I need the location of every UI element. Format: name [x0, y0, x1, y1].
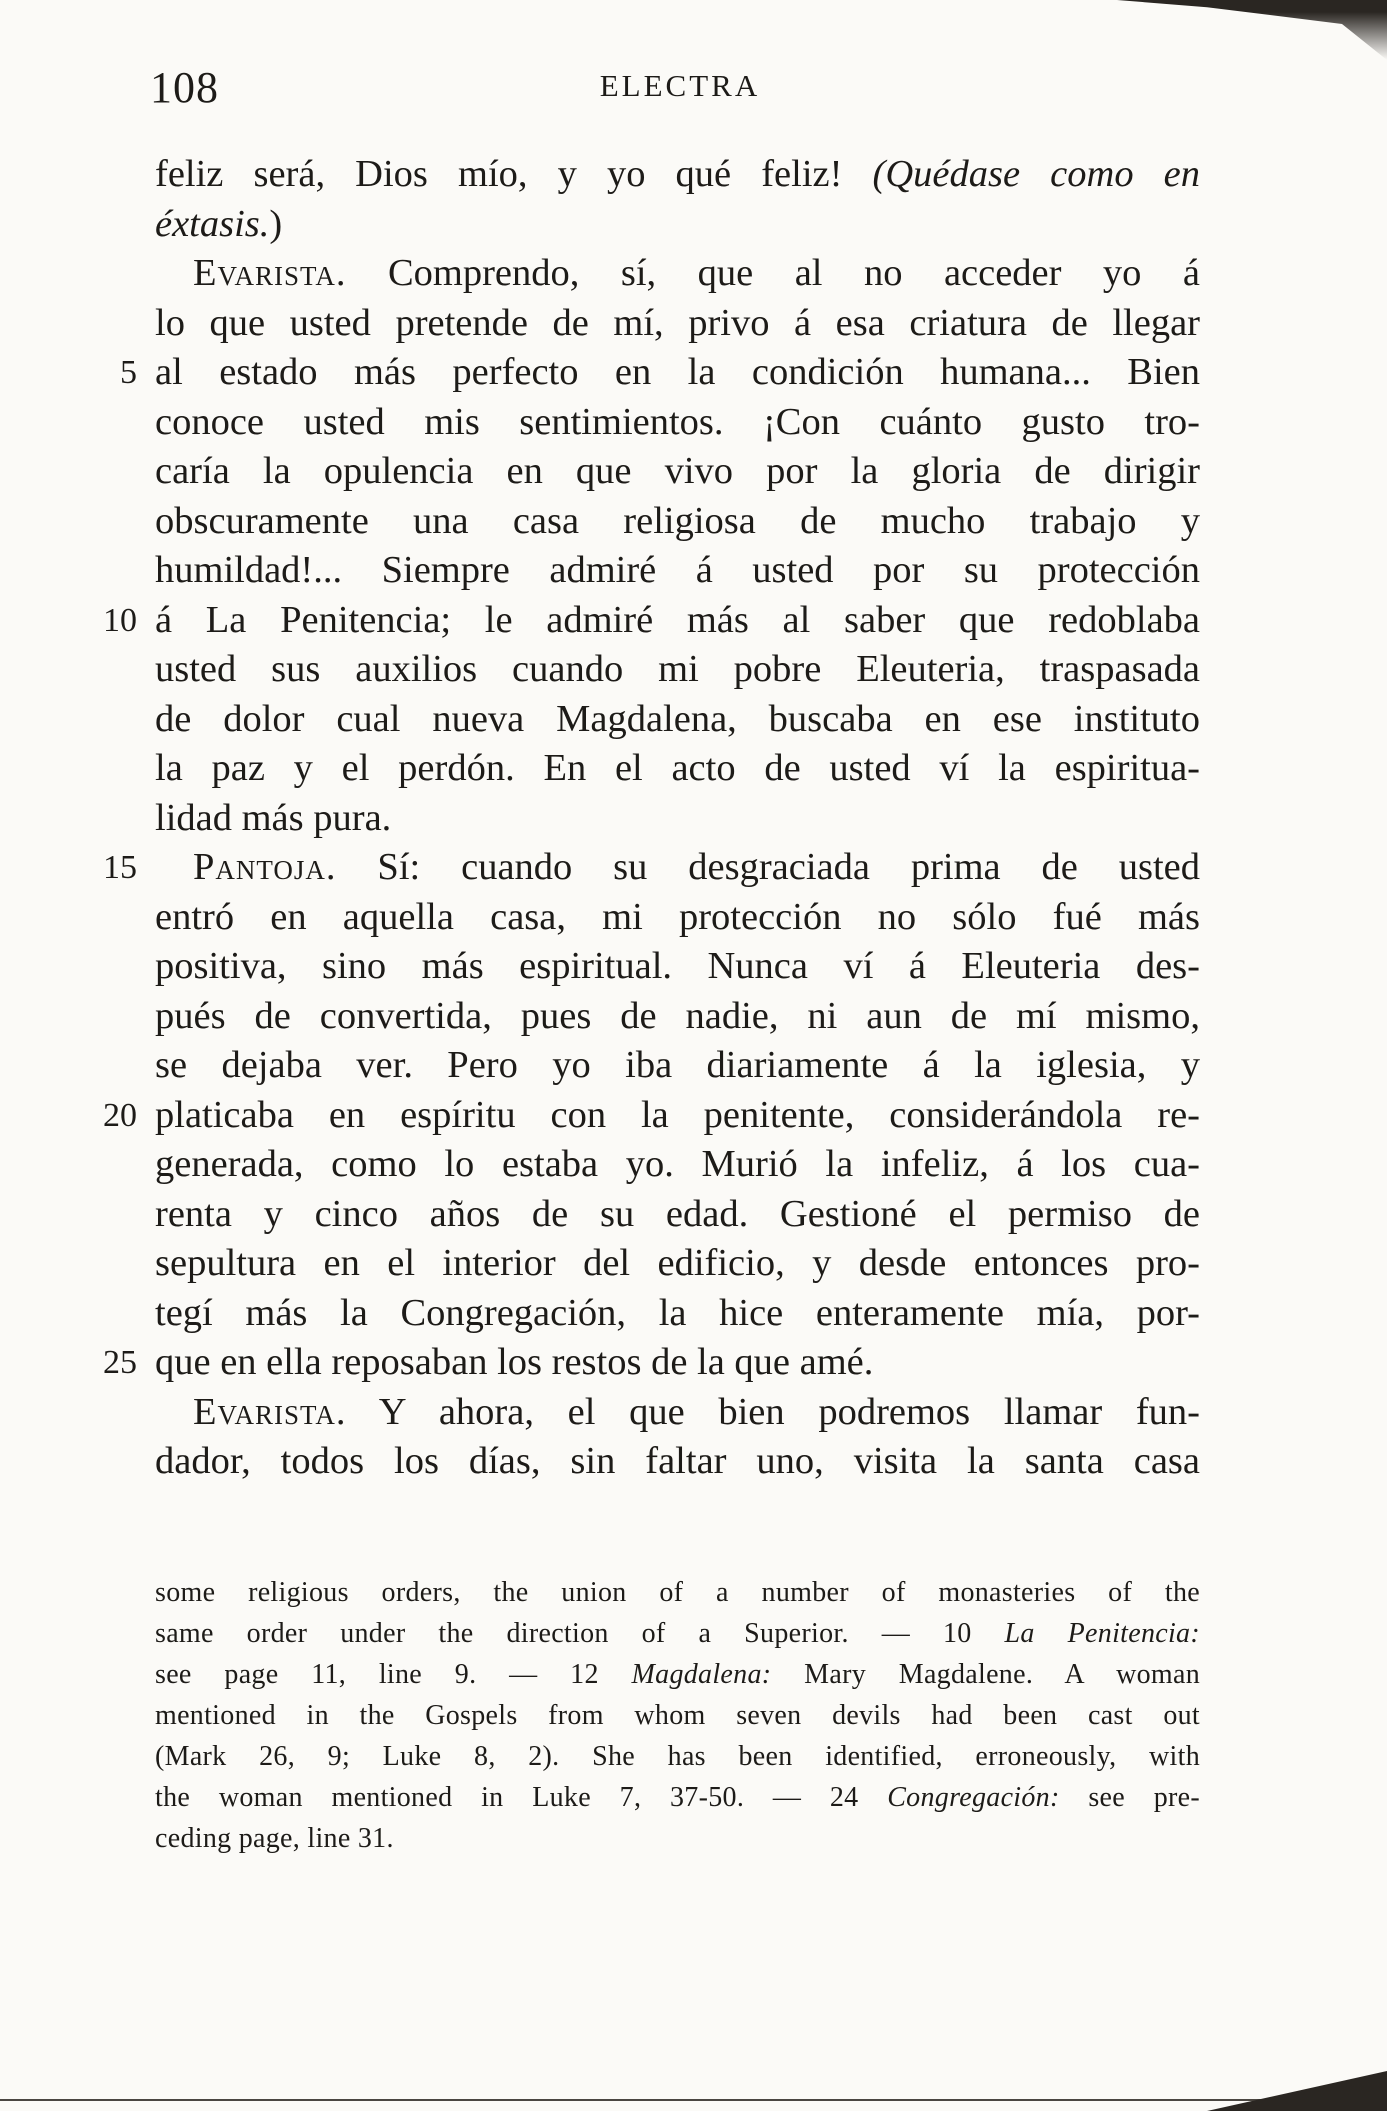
- text-segment: generada, como lo estaba yo. Murió la infeliz, á los cua-: [155, 1143, 1200, 1185]
- italic-text: éxtasis.: [155, 202, 270, 245]
- running-head: [150, 62, 1210, 112]
- italic-text: (Quédase como en: [872, 153, 1200, 195]
- text-segment: caría la opulencia en que vivo por la gloria de dirigir: [155, 450, 1200, 492]
- text-segment: la paz y el perdón. En el acto de usted ví la espiritua-: [155, 747, 1200, 789]
- text-line: [155, 1239, 1200, 1289]
- text-segment: Mary Magdalene. A woman: [771, 1659, 1200, 1690]
- text-line: [103, 1338, 1200, 1388]
- footnote-line: [155, 1736, 1200, 1777]
- text-line: [155, 695, 1200, 745]
- text-line: [155, 942, 1200, 992]
- text-segment: Y ahora, el que bien podremos llamar fun-: [346, 1390, 1200, 1433]
- text-segment: pués de convertida, pues de nadie, ni aun de mí mismo,: [155, 994, 1200, 1037]
- text-segment: conoce usted mis sentimientos. ¡Con cuánto gusto tro-: [155, 400, 1200, 443]
- text-segment: some religious orders, the union of a number of monasteries of the: [155, 1577, 1200, 1608]
- bottom-rule: [0, 2099, 1387, 2101]
- text-line: [155, 893, 1200, 943]
- text-line: [155, 200, 1200, 250]
- text-line: [155, 1041, 1200, 1091]
- text-segment: dador, todos los días, sin faltar uno, visita la santa casa: [155, 1440, 1200, 1482]
- text-line: [103, 843, 1200, 893]
- running-title: ELECTRA: [599, 68, 761, 103]
- text-segment: ): [269, 202, 283, 245]
- text-segment: obscuramente una casa religiosa de mucho trabajo y: [155, 499, 1200, 542]
- text-segment: que en ella reposaban los restos de la que amé.: [155, 1341, 874, 1383]
- footnote-line: [155, 1654, 1200, 1695]
- text-segment: se dejaba ver. Pero yo iba diariamente á la iglesia, y: [155, 1044, 1200, 1086]
- text-segment: humildad!... Siempre admiré á usted por su protección: [155, 549, 1200, 591]
- text-segment: ceding page, line 31.: [155, 1823, 394, 1854]
- text-line: [155, 1289, 1200, 1339]
- text-line: [103, 596, 1200, 646]
- text-segment: sepultura en el interior del edificio, y desde entonces pro-: [155, 1242, 1200, 1284]
- footnote-line: [155, 1777, 1200, 1818]
- footnote-line: [155, 1572, 1200, 1613]
- text-segment: positiva, sino más espiritual. Nunca ví á Eleuteria des-: [155, 945, 1200, 987]
- page-number: 108: [150, 63, 219, 112]
- italic-text: Congregación:: [887, 1782, 1060, 1813]
- footnote-line: [155, 1818, 1200, 1859]
- text-segment: al estado más perfecto en la condición humana... Bien: [155, 351, 1200, 393]
- text-segment: entró en aquella casa, mi protección no sólo fué más: [155, 895, 1200, 938]
- text-segment: Comprendo, sí, que al no acceder yo á: [346, 252, 1200, 294]
- line-number: 10: [103, 601, 137, 639]
- text-segment: tegí más la Congregación, la hice enteramente mía, por-: [155, 1291, 1200, 1334]
- text-line: [155, 249, 1200, 299]
- text-segment: usted sus auxilios cuando mi pobre Eleuteria, traspasada: [155, 648, 1200, 690]
- line-number: 5: [120, 354, 137, 391]
- italic-text: La Penitencia:: [1004, 1618, 1200, 1649]
- text-segment: lidad más pura.: [155, 796, 392, 839]
- text-line: [155, 398, 1200, 448]
- text-segment: á La Penitencia; le admiré más al saber que redoblaba: [155, 598, 1200, 641]
- text-line: [120, 348, 1200, 398]
- text-segment: the woman mentioned in Luke 7, 37-50. — 24: [155, 1782, 888, 1813]
- text-line: [155, 497, 1200, 547]
- footnotes: [155, 1572, 1200, 1859]
- line-number: 25: [103, 1344, 137, 1381]
- text-line: [155, 1388, 1200, 1438]
- text-line: [155, 1437, 1200, 1487]
- text-segment: feliz será, Dios mío, y yo qué feliz!: [155, 153, 873, 195]
- text-segment: platicaba en espíritu con la penitente, considerándola re-: [155, 1093, 1200, 1136]
- text-segment: see page 11, line 9. — 12: [155, 1659, 632, 1690]
- text-segment: Sí: cuando su desgraciada prima de usted: [336, 846, 1200, 888]
- text-line: [155, 150, 1200, 200]
- footnote-line: [155, 1613, 1200, 1654]
- text-line: [155, 794, 1200, 844]
- text-segment: lo que usted pretende de mí, privo á esa criatura de llegar: [155, 301, 1200, 344]
- text-segment: see pre-: [1059, 1782, 1200, 1813]
- play-text: [103, 150, 1200, 1487]
- text-segment: mentioned in the Gospels from whom seven devils had been cast out: [155, 1700, 1200, 1731]
- text-segment: (Mark 26, 9; Luke 8, 2). She has been identified, erroneously, with: [155, 1741, 1200, 1772]
- speaker-name: Pantoja.: [193, 846, 337, 888]
- speaker-name: Evarista.: [193, 1390, 347, 1433]
- text-segment: renta y cinco años de su edad. Gestioné el permiso de: [155, 1192, 1200, 1235]
- text-line: [155, 546, 1200, 596]
- text-segment: de dolor cual nueva Magdalena, buscaba en ese instituto: [155, 697, 1200, 740]
- text-line: [155, 645, 1200, 695]
- text-line: [103, 1091, 1200, 1141]
- text-line: [155, 299, 1200, 349]
- text-line: [155, 1190, 1200, 1240]
- text-line: [155, 447, 1200, 497]
- footnote-line: [155, 1695, 1200, 1736]
- text-line: [155, 1140, 1200, 1190]
- scan-edge-shadow-bottom: [1207, 2071, 1387, 2111]
- speaker-name: Evarista.: [193, 252, 347, 294]
- text-line: [155, 992, 1200, 1042]
- line-number: 15: [103, 849, 137, 886]
- scan-edge-shadow-top: [1087, 0, 1387, 60]
- text-line: [155, 744, 1200, 794]
- line-number: 20: [103, 1096, 137, 1134]
- italic-text: Magdalena:: [631, 1659, 772, 1690]
- text-segment: same order under the direction of a Superior. — 10: [155, 1618, 1005, 1649]
